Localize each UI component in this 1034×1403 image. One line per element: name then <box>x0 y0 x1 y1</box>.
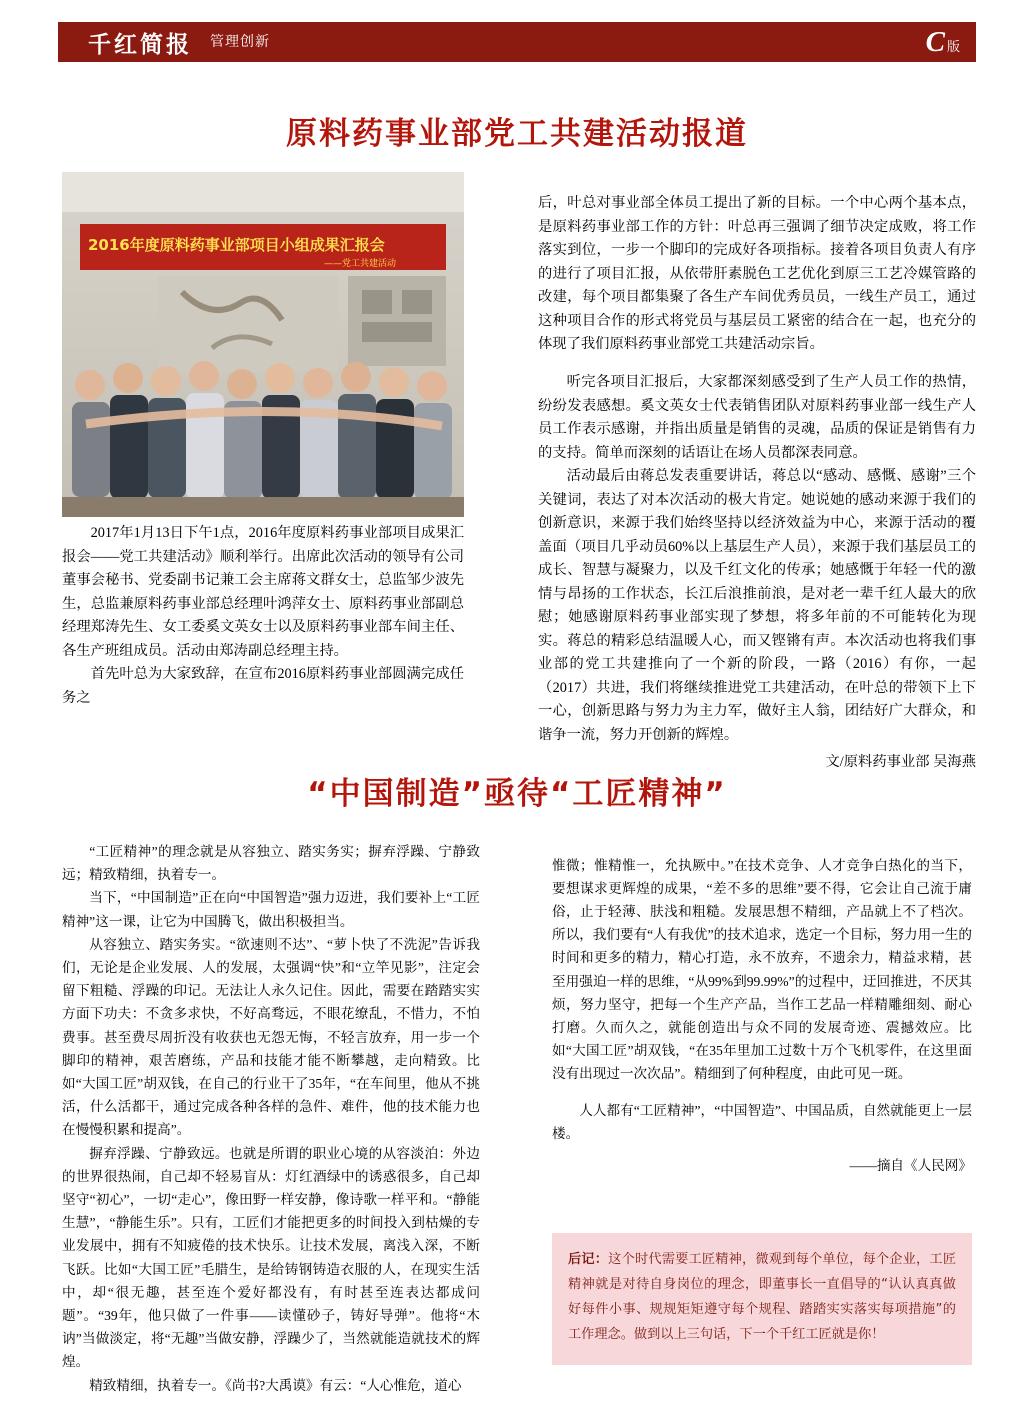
article1-right-para-1: 后，叶总对事业部全体员工提出了新的目标。一个中心两个基本点，是原料药事业部工作的方针：叶总再三强调了细节决定成败，将工作落实到位，一步一个脚印的完成好各项指标。接着各项目负责人有序的进行了项目汇报，从依带肝素脱色工艺优化到原三工艺冷媒管路的改建，每个项目都集聚了各生产车间优秀员员，一线生产员工，通过这种项目合作的形式将党员与基层员工紧密的结合在一起，也充分的体现了我们原料药事业部党工共建活动宗旨。 <box>538 195 976 353</box>
masthead-section-label: 管理创新 <box>210 34 270 50</box>
edition-badge <box>926 26 960 59</box>
article2-left-column <box>62 840 480 1397</box>
article2-headline: “中国制造”亟待“工匠精神” <box>307 776 727 812</box>
article1-byline: 文/原料药事业部 吴海燕 <box>825 754 976 771</box>
article2-left-para-2: 当下，“中国制造”正在向“中国智造”强力迈进，我们要补上“工匠精神”这一课，让它为中国腾飞，做出积极担当。 <box>62 890 480 929</box>
article1-left-para-1: 2017年1月13日下午1点，2016年度原料药事业部项目成果汇报会——党工共建活动》顺利举行。出席此次活动的领导有公司董事会秘书、党委副书记兼工会主席蒋文群女士，总监邹少波先生，总监兼原料药事业部总经理叶鸿萍女士、原料药事业部副总经理郑涛先生、女工委奚文英女士以及原料药事业部车间主任、各生产班组成员。活动由郑涛副总经理主持。 <box>62 525 464 659</box>
article1-headline: 原料药事业部党工共建活动报道 <box>286 116 748 152</box>
postscript-label: 后记： <box>568 1252 609 1267</box>
article1-left-column <box>62 522 464 710</box>
article2-left-para-4: 摒弃浮躁、宁静致远。也就是所谓的职业心境的从容淡泊：外边的世界很热闹，自己却不轻易盲从：灯红酒绿中的诱惑很多，自己却坚守“初心”，一切“走心”，像田野一样安静，像诗歌一样平和。“静能生慧”，“静能生乐”。只有，工匠们才能把更多的时间投入到枯燥的专业发展中，拥有不知疲倦的技术快乐。让技术发展，离浅入深，不断飞跃。比如“大国工匠”毛腊生，是给铸钢铸造衣服的人，在现实生活中，却“很无趣，甚至连个爱好都没有，有时甚至连表达都成问题”。“39年，他只做了一件事——读懂砂子，铸好导弹”。他将“木讷”当做淡定，将“无趣”当做安静，浮躁少了，当然就能造就技术的辉煌。 <box>62 1145 480 1370</box>
article1-left-para-2: 首先叶总为大家致辞，在宣布2016原料药事业部圆满完成任务之 <box>62 666 464 706</box>
svg-text:2016年度原料药事业部项目小组成果汇报会: 2016年度原料药事业部项目小组成果汇报会 <box>88 236 385 254</box>
article1-right-para-3: 活动最后由蒋总发表重要讲话，蒋总以“感动、感慨、感谢”三个关键词，表达了对本次活动的极大肯定。她说她的感动来源于我们的创新意识，来源于我们始终坚持以经济效益为中心，来源于活动的覆盖面（项目几乎动员60%以上基层生产人员），来源于我们基层员工的成长、智慧与凝聚力，以及千红文化的传承；她感慨于年轻一代的激情与昂扬的工作状态，长江后浪推前浪，是对老一辈千红人最大的欣慰；她感谢原料药事业部实现了梦想，将多年前的不可能转化为现实。蒋总的精彩总结温暖人心，而又铿锵有声。本次活动也将我们事业部的党工共建推向了一个新的阶段，一路（2016）有你，一起（2017）共进，我们将继续推进党工共建活动，在叶总的带领下上下一心，创新思路与努力为主力军，做好主人翁，团结好广大群众，和谐争一流，努力开创新的辉煌。 <box>538 468 976 743</box>
svg-text:——党工共建活动: ——党工共建活动 <box>324 259 397 269</box>
article1-right-column <box>538 178 976 775</box>
article2-source: ——摘自《人民网》 <box>849 1157 972 1173</box>
article2-left-para-5: 精致精细，执着专一。《尚书?大禹谟》有云：“人心惟危，道心 <box>89 1377 462 1393</box>
article2-left-para-3: 从容独立、踏实务实。“欲速则不达”、“萝卜快了不洗泥”告诉我们，无论是企业发展、人的发展，太强调“快”和“立竿见影”，注定会留下粗糙、浮躁的印记。无法让人永久记住。因此，需要在踏踏实实方面下功夫：不贪多求快，不好高骛远，不眼花缭乱，不惜力，不怕费事。甚至费尽周折没有收获也无怨无悔，不轻言放弃，用一步一个脚印的精神，艰苦磨练，产品和技能才能不断攀越，走向精致。比如“大国工匠”胡双钱，在自己的行业干了35年，“在车间里，他从不挑活，什么活都干，通过完成各种各样的急件、难件，他的技术能力也在慢慢积累和提高”。 <box>62 936 480 1138</box>
photo-illustration <box>62 172 464 517</box>
article1-right-para-2: 听完各项目汇报后，大家都深刻感受到了生产人员工作的热情，纷纷发表感想。奚文英女士代表销售团队对原料药事业部一线生产人员工作表示感谢，并指出质量是销售的灵魂，品质的保证是销售有力的支持。简单而深刻的话语让在场人员都深表同意。 <box>538 374 976 461</box>
edition-letter: C <box>925 25 945 58</box>
article2-left-para-1: “工匠精神”的理念就是从容独立、踏实务实；摒弃浮躁、宁静致远；精致精细，执着专一。 <box>62 844 480 883</box>
article2-right-para-1: 惟微；惟精惟一，允执厥中。”在技术竞争、人才竞争白热化的当下，要想谋求更辉煌的成果，“差不多的思维”要不得，它会让自己流于庸俗，止于轻薄、肤浅和粗糙。发展思想不精细，产品就上不了档次。所以，我们要有“人有我优”的技术追求，选定一个目标，努力用一生的时间和更多的精力，精心打造，永不放弃，不遗余力，精益求精，甚至用强迫一样的思维，“从99%到99.99%”的过程中，迂回推进，不厌其烦，努力坚守，把每一个生产产品，当作工艺品一样精雕细刻、耐心打磨。久而久之，就能创造出与众不同的发展奇迹、震撼效应。比如“大国工匠”胡双钱，“在35年里加工过数十万个飞机零件，在这里面没有出现过一次次品”。精细到了何种程度，由此可见一斑。 <box>552 857 972 1082</box>
postscript-text: 这个时代需要工匠精神，微观到每个单位，每个企业，工匠精神就是对待自身岗位的理念，即董事长一直倡导的“认认真真做好每件小事、规规矩矩遵守每个规程、踏踏实实落实每项措施”的工作理念。做到以上三句话，下一个千红工匠就是你！ <box>568 1252 957 1342</box>
article2-right-column <box>552 840 972 1190</box>
edition-suffix: 版 <box>946 39 960 55</box>
postscript-box <box>552 1233 972 1365</box>
publication-title: 千红简报 <box>88 31 192 58</box>
masthead-bar <box>58 22 976 62</box>
article1-photo <box>62 172 464 517</box>
article2-right-para-2: 人人都有“工匠精神”，“中国智造”、中国品质，自然就能更上一层楼。 <box>552 1103 972 1142</box>
